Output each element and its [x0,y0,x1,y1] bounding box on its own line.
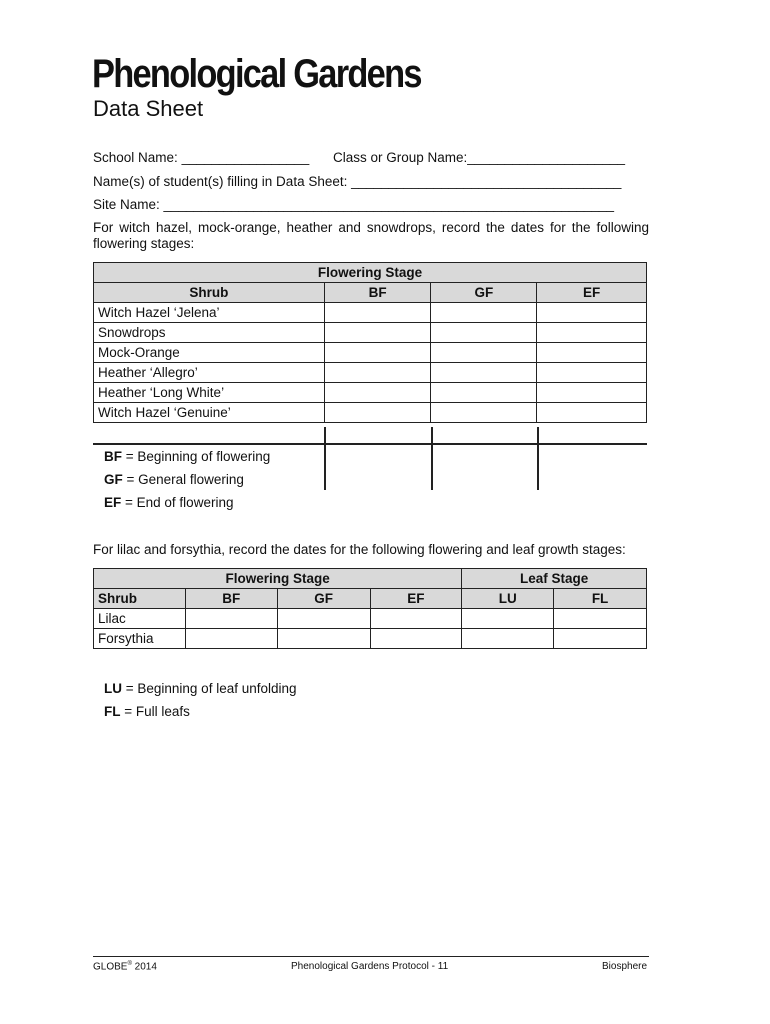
legend-abbr: LU [104,681,122,696]
shrub-name: Witch Hazel ‘Jelena’ [94,303,325,323]
date-cell[interactable] [431,403,537,423]
table-row [94,283,647,303]
lilac-forsythia-table [93,568,647,649]
date-cell[interactable] [324,303,431,323]
col-header-gf: GF [277,589,370,609]
table-row [94,363,647,383]
leaf-stage-header: Leaf Stage [462,569,647,589]
col-header-gf: GF [431,283,537,303]
class-name-field[interactable]: _____________________ [467,150,625,165]
flowering-stage-header: Flowering Stage [94,569,462,589]
site-name-line [93,197,614,212]
page-subtitle: Data Sheet [93,96,204,121]
class-name-line [333,150,625,165]
table-row [94,303,647,323]
date-cell[interactable] [431,343,537,363]
shrub-name: Mock-Orange [94,343,325,363]
table-row [94,383,647,403]
date-cell[interactable] [324,343,431,363]
table-row [94,609,647,629]
date-cell[interactable] [431,303,537,323]
date-cell[interactable] [537,303,647,323]
class-name-label: Class or Group Name: [333,150,468,165]
page-title: Phenological Gardens [92,52,421,96]
flowering-stage-header: Flowering Stage [94,263,647,283]
table-row [94,403,647,423]
footer-brand: GLOBE [93,961,128,973]
legend-text: = General flowering [122,472,244,487]
legend-text: = Beginning of leaf unfolding [122,681,297,696]
col-header-fl: FL [554,589,647,609]
school-name-field[interactable]: _________________ [181,150,310,165]
date-cell[interactable] [185,629,277,649]
footer-left [93,961,157,972]
date-cell[interactable] [462,629,554,649]
date-cell[interactable] [537,403,647,423]
date-cell[interactable] [431,323,537,343]
legend-item [104,449,270,464]
date-cell[interactable] [431,363,537,383]
date-cell[interactable] [324,363,431,383]
table-row [94,569,647,589]
site-name-label: Site Name: [93,197,160,212]
date-cell[interactable] [324,323,431,343]
table-row [94,343,647,363]
column-extension-line [431,427,433,490]
students-line [93,174,621,189]
legend-item [104,495,233,510]
date-cell[interactable] [462,609,554,629]
school-name-label: School Name: [93,150,178,165]
col-header-bf: BF [185,589,277,609]
legend-item [104,681,297,696]
legend-abbr: EF [104,495,122,510]
table-row [94,323,647,343]
date-cell[interactable] [277,609,370,629]
flowering-table [93,262,647,423]
date-cell[interactable] [431,383,537,403]
instructions-lilac: For lilac and forsythia, record the dates for the following flowering and leaf growth stages: [93,542,626,557]
column-extension-line [537,427,539,490]
legend-text: = End of flowering [121,495,234,510]
col-header-lu: LU [462,589,554,609]
date-cell[interactable] [370,609,462,629]
footer-rule [93,956,649,957]
site-name-field[interactable]: ____________________________________________________________ [163,197,615,212]
school-name-line [93,150,309,165]
date-cell[interactable] [537,343,647,363]
legend-text: = Full leafs [120,704,190,719]
date-cell[interactable] [537,363,647,383]
legend-abbr: BF [104,449,122,464]
shrub-name: Heather ‘Allegro’ [94,363,325,383]
shrub-name: Forsythia [94,629,186,649]
col-header-shrub: Shrub [94,589,186,609]
date-cell[interactable] [324,403,431,423]
col-header-bf: BF [324,283,431,303]
date-cell[interactable] [185,609,277,629]
date-cell[interactable] [324,383,431,403]
col-header-ef: EF [370,589,462,609]
footer-center: Phenological Gardens Protocol - 11 [291,961,449,972]
footer-right: Biosphere [602,961,648,972]
table-row [94,629,647,649]
legend-item [104,704,190,719]
shrub-name: Lilac [94,609,186,629]
legend-item [104,472,244,487]
date-cell[interactable] [554,609,647,629]
students-label: Name(s) of student(s) filling in Data Sheet: [93,174,348,189]
shrub-name: Snowdrops [94,323,325,343]
col-header-shrub: Shrub [94,283,325,303]
column-extension-line [324,427,326,490]
table-row [94,263,647,283]
shrub-name: Witch Hazel ‘Genuine’ [94,403,325,423]
legend-text: = Beginning of flowering [122,449,271,464]
date-cell[interactable] [537,383,647,403]
registered-mark: ® [127,961,132,967]
date-cell[interactable] [554,629,647,649]
shrub-name: Heather ‘Long White’ [94,383,325,403]
table-row [94,589,647,609]
students-field[interactable]: ____________________________________ [351,174,622,189]
date-cell[interactable] [537,323,647,343]
instructions-flowering: For witch hazel, mock-orange, heather and snowdrops, record the dates for the following flowering stages: [93,220,649,251]
date-cell[interactable] [370,629,462,649]
divider-line [93,443,647,445]
legend-abbr: FL [104,704,121,719]
legend-abbr: GF [104,472,123,487]
date-cell[interactable] [277,629,370,649]
col-header-ef: EF [537,283,647,303]
footer-year: 2014 [131,961,157,973]
